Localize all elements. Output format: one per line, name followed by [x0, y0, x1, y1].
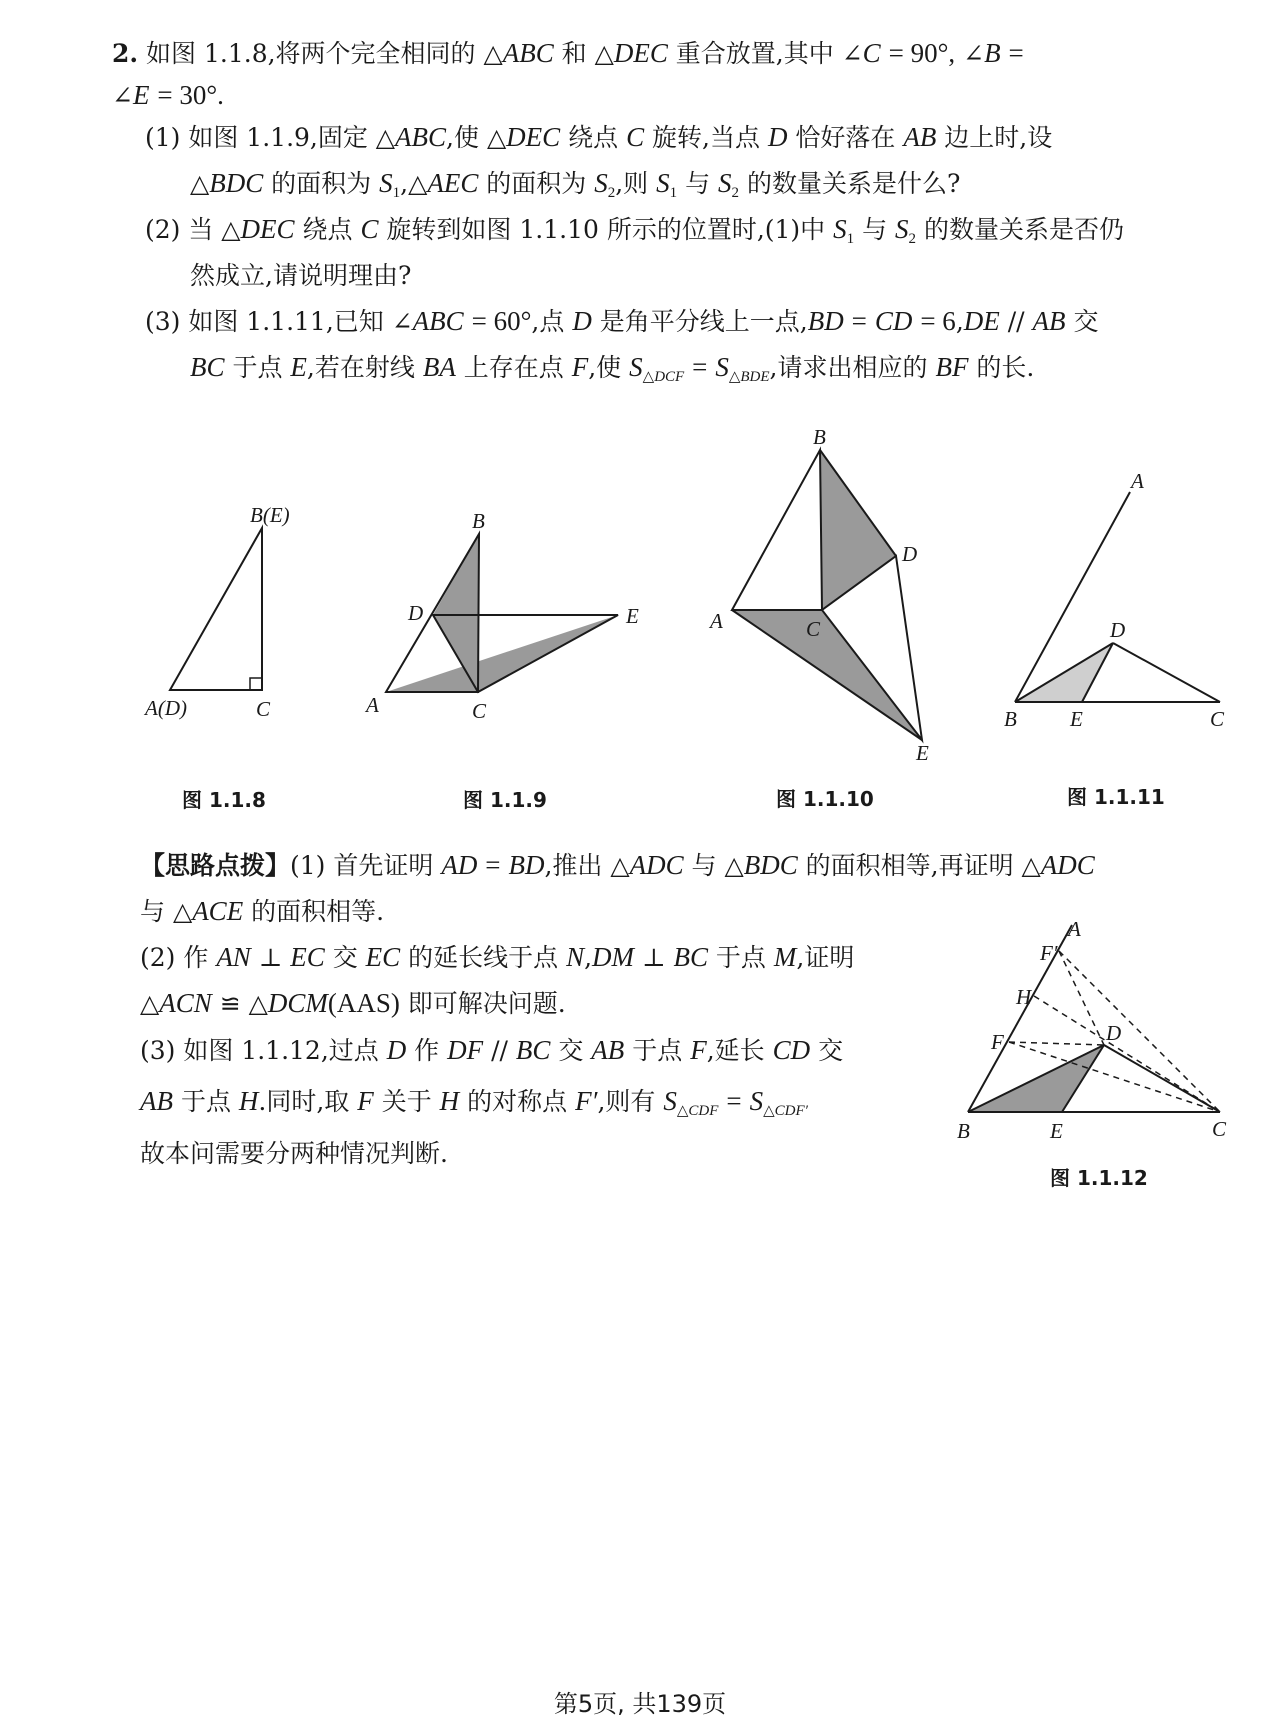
label-d: D	[1110, 618, 1126, 642]
segment-dc	[1113, 643, 1220, 702]
label-b: B	[957, 1119, 970, 1143]
question-2-line1: (2) 当 △DEC 绕点 C 旋转到如图 1.1.10 所示的位置时,(1)中 $S_1$ 与 $S_2$ 的数量关系是否仍	[145, 214, 1124, 247]
label-e: E	[626, 604, 639, 628]
figure-1-1-8	[170, 528, 262, 690]
hint-p1-line1: 【思路点拨】(1) 首先证明 AD = BD,推出 △ADC 与 △BDC 的面积相等,再证明 △ADC	[140, 850, 1095, 880]
label-a-d: A(D)	[145, 696, 187, 720]
problem-number: 2.	[112, 39, 139, 68]
label-b: B	[472, 509, 485, 533]
label-e: E	[916, 741, 929, 765]
hint-p3-line1: (3) 如图 1.1.12,过点 D 作 DF // BC 交 AB 于点 F,延长 CD 交	[140, 1035, 844, 1065]
label-a: A	[366, 693, 379, 717]
label-b-e: B(E)	[250, 503, 290, 527]
hint-p3-line3: 故本问需要分两种情况判断.	[140, 1139, 448, 1168]
problem-intro-line2: ∠E = 30°.	[112, 80, 224, 110]
question-3-line2: BC 于点 E,若在射线 BA 上存在点 F,使 $S_{\triangle DCF} = S_{\triangle BDE}$,请求出相应的 BF 的长.	[190, 352, 1035, 385]
problem-intro-line1: 2. 如图 1.1.8,将两个完全相同的 △ABC 和 △DEC 重合放置,其中 ∠C = 90°, ∠B =	[112, 38, 1024, 68]
dashed-f-prime-c	[1059, 951, 1220, 1112]
shaded-aec	[386, 615, 618, 692]
triangle-abc-fig8	[170, 528, 262, 690]
label-e: E	[1050, 1119, 1063, 1143]
label-a: A	[710, 609, 723, 633]
label-c: C	[1212, 1117, 1227, 1141]
question-3-line1: (3) 如图 1.1.11,已知 ∠ABC = 60°,点 D 是角平分线上一点,BD = CD = 6,DE // AB 交	[145, 306, 1099, 336]
question-1-line2: △BDC 的面积为 $S_1,\triangle AEC$ 的面积为 $S_2$,则 $S_1$ 与 $S_2$ 的数量关系是什么?	[190, 168, 961, 201]
caption-fig10: 图 1.1.10	[776, 787, 874, 811]
hint-p1-line2: 与 △ACE 的面积相等.	[140, 896, 385, 926]
caption-fig8: 图 1.1.8	[182, 788, 266, 812]
hint-p3-line2: AB 于点 H.同时,取 F 关于 H 的对称点 F′,则有 $S_{\triangle CDF} = S_{\triangle CDF'}$	[140, 1086, 808, 1119]
label-c: C	[256, 697, 271, 721]
dashed-f-d	[1009, 1042, 1104, 1045]
label-b: B	[813, 425, 826, 449]
triangle-abc-fig10	[732, 450, 822, 610]
question-2-line2: 然成立,请说明理由?	[190, 261, 412, 290]
caption-fig12: 图 1.1.12	[1050, 1166, 1148, 1190]
label-c: C	[1210, 707, 1225, 731]
label-d: D	[1106, 1021, 1122, 1045]
dashed-f-prime-d	[1059, 951, 1104, 1045]
figure-1-1-12	[968, 925, 1220, 1112]
hint-title: 【思路点拨】	[140, 851, 291, 880]
label-a: A	[1068, 917, 1081, 941]
label-c: C	[806, 617, 821, 641]
caption-fig11: 图 1.1.11	[1067, 785, 1165, 809]
label-a: A	[1131, 469, 1144, 493]
hint-p2-line1: (2) 作 AN ⊥ EC 交 EC 的延长线于点 N,DM ⊥ BC 于点 M,证明	[140, 942, 855, 972]
figure-1-1-10	[732, 450, 922, 740]
figure-1-1-11	[1015, 492, 1220, 702]
shaded-bdc	[820, 450, 896, 610]
hint-p2-line2: △ACN ≌ △DCM(AAS) 即可解决问题.	[140, 988, 566, 1018]
caption-fig9: 图 1.1.9	[463, 788, 547, 812]
label-c: C	[472, 699, 487, 723]
label-f-prime: F′	[1040, 941, 1058, 965]
right-angle-mark	[250, 678, 262, 690]
label-e: E	[1070, 707, 1083, 731]
label-h: H	[1016, 985, 1032, 1009]
question-1-line1: (1) 如图 1.1.9,固定 △ABC,使 △DEC 绕点 C 旋转,当点 D 恰好落在 AB 边上时,设	[145, 122, 1053, 152]
page-footer: 第5页, 共139页	[553, 1690, 727, 1718]
label-f: F	[991, 1030, 1004, 1054]
label-d: D	[902, 542, 918, 566]
label-d: D	[408, 601, 424, 625]
label-b: B	[1004, 707, 1017, 731]
